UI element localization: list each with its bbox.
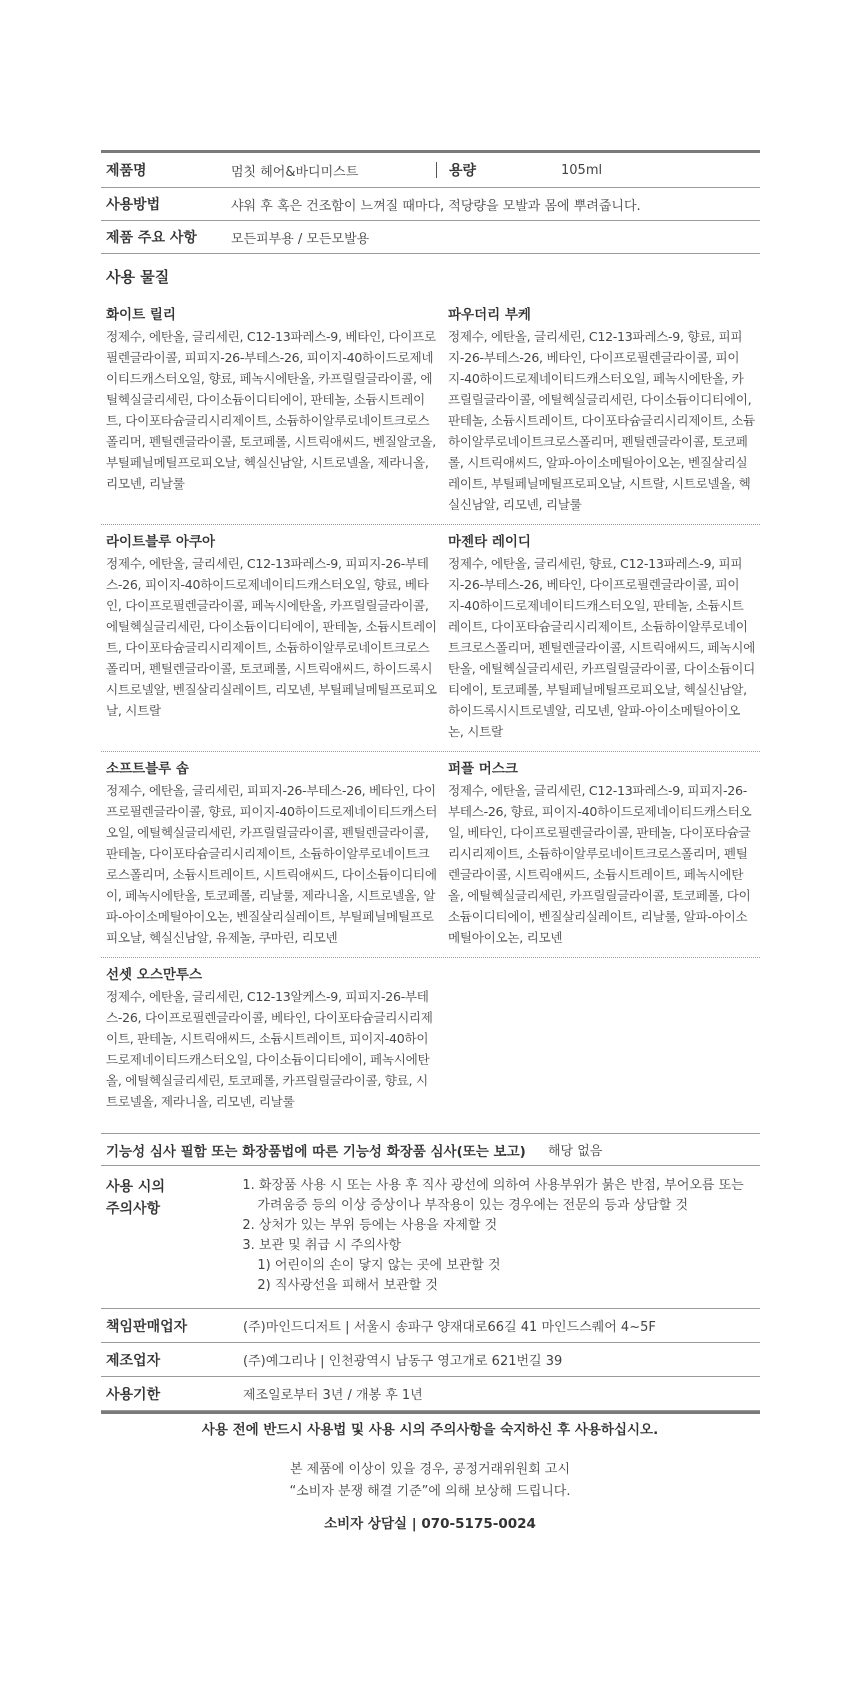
product-name-row	[101, 153, 760, 188]
ingredient-item	[443, 752, 760, 957]
caution-row	[101, 1166, 760, 1309]
caution-item: 1. 화장품 사용 시 또는 사용 후 직사 광선에 의하여 사용부위가 붉은 반점, 부어오름 또는	[242, 1178, 744, 1193]
maker-row	[101, 1343, 760, 1377]
functional-row	[101, 1133, 760, 1166]
ingredient-item	[101, 752, 443, 957]
main-info-label: 제품 주요 사항	[106, 230, 197, 246]
caution-label-line: 주의사항	[106, 1201, 161, 1217]
ingredient-name: 소프트블루 솝	[106, 761, 189, 777]
usage-notice: 사용 전에 반드시 사용법 및 사용 시의 주의사항을 숙지하신 후 사용하십시오.	[201, 1422, 659, 1438]
ingredient-name: 파우더리 부케	[448, 307, 531, 323]
ingredient-item	[101, 958, 443, 1121]
caution-label	[101, 1176, 242, 1296]
ingredient-item-empty	[443, 958, 760, 1121]
functional-value: 해당 없음	[548, 1144, 603, 1159]
ingredient-text: 정제수, 에탄올, 글리세린, C12-13파레스-9, 향료, 피피지-26-부테스-26, 베타인, 다이프로필렌글라이콜, 피이지-40하이드로제네이티드캐스터오일, 페녹시에탄올, 카프릴릴글라이콜, 에틸헥실글리세린, 다이소듐이디티에이, 판테놀, 소듐시트레이트, 다이포타슘글리시리제이트, 소듐하이알루로네이트크로스폴리머, 펜틸렌글라이콜, 토코페롤, 시트릭애씨드, 알파-아이소메틸아이오논, 벤질살리실레이트, 부틸페닐메틸프로피오날, 시트랄, 시트로넬올, 헥실신남알, 리모넨, 리날룰	[448, 329, 755, 512]
ingredients-grid	[101, 298, 760, 1121]
customer-contact: 소비자 상담실 | 070-5175-0024	[324, 1516, 536, 1532]
expiry-label: 사용기한	[106, 1386, 161, 1403]
ingredient-text: 정제수, 에탄올, 글리세린, C12-13파레스-9, 베타인, 다이프로필렌글라이콜, 피피지-26-부테스-26, 피이지-40하이드로제네이티드캐스터오일, 향료, 페녹시에탄올, 카프릴릴글라이콜, 에틸헥실글리세린, 다이소듐이디티에이, 판테놀, 소듐시트레이트, 다이포타슘글리시리제이트, 소듐하이알루로네이트크로스폴리머, 펜틸렌글라이콜, 토코페롤, 시트릭애씨드, 벤질알코올, 부틸페닐메틸프로피오날, 헥실신남알, 시트로넬올, 제라니올, 리모넨, 리날룰	[106, 329, 436, 491]
compensation-notice	[0, 1459, 860, 1503]
usage-method-value: 샤워 후 혹은 건조함이 느껴질 때마다, 적당량을 모발과 몸에 뿌려줍니다.	[231, 198, 641, 214]
ingredient-text: 정제수, 에탄올, 글리세린, 향료, C12-13파레스-9, 피피지-26-부테스-26, 베타인, 다이프로필렌글라이콜, 피이지-40하이드로제네이티드캐스터오일, 판테놀, 소듐시트레이트, 다이포타슘글리시리제이트, 소듐하이알루로네이트크로스폴리머, 펜틸렌글라이콜, 시트릭애씨드, 페녹시에탄올, 에틸헥실글리세린, 카프릴릴글라이콜, 다이소듐이디티에이, 토코페롤, 부틸페닐메틸프로피오날, 헥실신남알, 하이드록시시트로넬알, 리모넨, 알파-아이소메틸아이오논, 시트랄	[448, 556, 755, 739]
caution-label-line: 사용 시의	[106, 1179, 165, 1195]
ingredient-name: 선셋 오스만투스	[106, 967, 202, 983]
main-info-row	[101, 221, 760, 254]
caution-item: 1) 어린이의 손이 닿지 않는 곳에 보관할 것	[257, 1258, 501, 1273]
seller-row	[101, 1309, 760, 1343]
volume-value: 105ml	[561, 162, 603, 178]
caution-item: 3. 보관 및 취급 시 주의사항	[242, 1238, 402, 1253]
caution-item: 가려움증 등의 이상 증상이나 부작용이 있는 경우에는 전문의 등과 상담할 것	[257, 1198, 688, 1213]
caution-list	[242, 1176, 760, 1296]
ingredient-text: 정제수, 에탄올, 글리세린, C12-13알케스-9, 피피지-26-부테스-26, 다이프로필렌글라이콜, 베타인, 다이포타슘글리시리제이트, 판테놀, 시트릭애씨드, 소듐시트레이트, 피이지-40하이드로제네이티드캐스터오일, 다이소듐이디티에이, 페녹시에탄올, 에틸헥실글리세린, 토코페롤, 카프릴릴글라이콜, 향료, 시트로넬올, 제라니올, 리모넨, 리날룰	[106, 989, 433, 1109]
ingredients-title: 사용 물질	[106, 267, 170, 286]
bottom-rule	[101, 1411, 760, 1414]
ingredient-item	[101, 298, 443, 524]
maker-value: (주)예그리나 | 인천광역시 남동구 영고개로 621번길 39	[243, 1354, 563, 1369]
ingredient-name: 화이트 릴리	[106, 307, 176, 323]
compensation-line: 본 제품에 이상이 있을 경우, 공정거래위원회 고시	[289, 1462, 571, 1477]
maker-label: 제조업자	[106, 1352, 161, 1369]
ingredient-item	[443, 525, 760, 751]
caution-item: 2) 직사광선을 피해서 보관할 것	[257, 1278, 438, 1293]
divider	[436, 162, 437, 178]
ingredient-name: 라이트블루 아쿠아	[106, 534, 216, 550]
functional-label: 기능성 심사 필함 또는 화장품법에 따른 기능성 화장품 심사(또는 보고)	[106, 1143, 526, 1160]
main-info-value: 모든피부용 / 모든모발용	[231, 231, 370, 247]
product-name-label: 제품명	[106, 163, 147, 179]
ingredient-text: 정제수, 에탄올, 글리세린, C12-13파레스-9, 피피지-26-부테스-26, 피이지-40하이드로제네이티드캐스터오일, 향료, 베타인, 다이프로필렌글라이콜, 페녹시에탄올, 카프릴릴글라이콜, 에틸헥실글리세린, 다이소듐이디티에이, 판테놀, 소듐시트레이트, 다이포타슘글리시리제이트, 소듐하이알루로네이트크로스폴리머, 펜틸렌글라이콜, 토코페롤, 시트릭애씨드, 하이드록시시트로넬알, 벤질살리실레이트, 리모넨, 부틸페닐메틸프로피오날, 시트랄	[106, 556, 437, 718]
usage-method-label: 사용방법	[106, 197, 161, 213]
ingredient-name: 퍼플 머스크	[448, 761, 518, 777]
seller-value: (주)마인드디저트 | 서울시 송파구 양재대로66길 41 마인드스퀘어 4~5F	[243, 1320, 656, 1335]
product-info-table	[101, 150, 760, 1414]
seller-label: 책임판매업자	[106, 1318, 188, 1335]
caution-item: 2. 상처가 있는 부위 등에는 사용을 자제할 것	[242, 1218, 498, 1233]
compensation-line: “소비자 분쟁 해결 기준”에 의해 보상해 드립니다.	[289, 1484, 571, 1499]
usage-method-row	[101, 188, 760, 221]
ingredient-item	[443, 298, 760, 524]
volume-label: 용량	[449, 163, 477, 179]
ingredient-name: 마젠타 레이디	[448, 534, 531, 550]
product-name-value: 멈칫 헤어&바디미스트	[231, 164, 359, 180]
ingredient-text: 정제수, 에탄올, 글리세린, C12-13파레스-9, 피피지-26-부테스-26, 향료, 피이지-40하이드로제네이티드캐스터오일, 베타인, 다이프로필렌글라이콜, 판테놀, 다이포타슘글리시리제이트, 소듐하이알루로네이트크로스폴리머, 펜틸렌글라이콜, 시트릭애씨드, 소듐시트레이트, 페녹시에탄올, 에틸헥실글리세린, 카프릴릴글라이콜, 토코페롤, 다이소듐이디티에이, 벤질살리실레이트, 리날룰, 알파-아이소메틸아이오논, 리모넨	[448, 783, 752, 945]
ingredient-text: 정제수, 에탄올, 글리세린, 피피지-26-부테스-26, 베타인, 다이프로필렌글라이콜, 향료, 피이지-40하이드로제네이티드캐스터오일, 에틸헥실글리세린, 카프릴릴글라이콜, 펜틸렌글라이콜, 판테놀, 다이포타슘글리시리제이트, 소듐하이알루로네이트크로스폴리머, 소듐시트레이트, 시트릭애씨드, 다이소듐이디티에이, 페녹시에탄올, 토코페롤, 리날룰, 제라니올, 시트로넬올, 알파-아이소메틸아이오논, 벤질살리실레이트, 부틸페닐메틸프로피오날, 헥실신남알, 유제놀, 쿠마린, 리모넨	[106, 783, 438, 945]
expiry-row	[101, 1377, 760, 1411]
expiry-value: 제조일로부터 3년 / 개봉 후 1년	[243, 1388, 423, 1403]
ingredient-item	[101, 525, 443, 751]
